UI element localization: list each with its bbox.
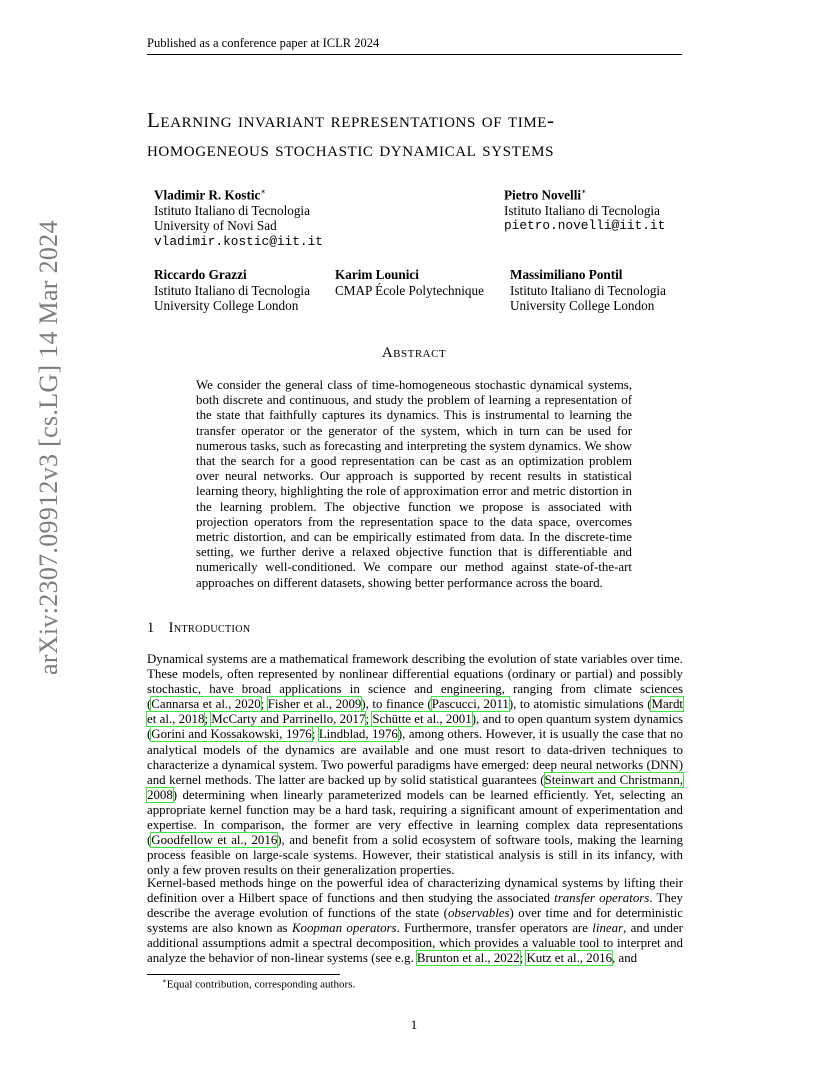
author-name: Pietro Novelli bbox=[504, 187, 582, 203]
paper-title bbox=[147, 106, 707, 164]
citation-link[interactable]: Lindblad, 1976 bbox=[318, 727, 398, 742]
author-name: Karim Lounici bbox=[335, 267, 419, 282]
footnote-divider bbox=[147, 974, 340, 975]
section-heading-introduction bbox=[147, 620, 251, 637]
citation-link[interactable]: Pascucci, 2011 bbox=[431, 697, 509, 712]
intro-paragraph-1: Dynamical systems are a mathematical framework describing the evolution of state variables over time. These models, often represented by nonlinear differential equations (ordinary or partial) and possibly stochastic, have broad applications in science and engineering, ranging from climate sciences (Cannarsa et al., 2020; Fisher et al., 2009), to finance (Pascucci, 2011), to atomistic simulations (Mardt et al., 2018; McCarty and Parrinello, 2017; Schütte et al., 2001), and to open quantum system dynamics (Gorini and Kossakowski, 1976; Lindblad, 1976), among others. However, it is usually the case that no analytical models of the dynamics are available and one must resort to data-driven techniques to characterize a dynamical system. Two powerful paradigms have emerged: deep neural networks (DNN) and kernel methods. The latter are backed up by solid statistical guarantees (Steinwart and Christmann, 2008) determining when linearly parameterized models can be learned efficiently. Yet, selecting an appropriate kernel function may be a hard task, requiring a significant amount of experimentation and expertise. In comparison, the former are very effective in learning complex data representations (Goodfellow et al., 2016), and benefit from a solid ecosystem of software tools, making the learning process feasible on large-scale systems. However, their statistical analysis is still in its infancy, with only a few proven results on their generalization properties. bbox=[147, 652, 683, 878]
citation-link[interactable]: McCarty and Parrinello, 2017 bbox=[211, 712, 366, 727]
author-name: Riccardo Grazzi bbox=[154, 267, 247, 282]
citation-link[interactable]: Brunton et al., 2022 bbox=[416, 951, 520, 966]
section-title: Introduction bbox=[168, 620, 251, 636]
author-name: Massimiliano Pontil bbox=[510, 267, 623, 282]
author-affiliation: Istituto Italiano di Tecnologia bbox=[504, 202, 660, 218]
author-affiliation: Istituto Italiano di Tecnologia bbox=[154, 202, 310, 218]
author-name: Vladimir R. Kostic bbox=[154, 187, 261, 203]
title-line-1: Learning invariant representations of time- bbox=[147, 108, 555, 132]
title-line-2: homogeneous stochastic dynamical systems bbox=[147, 137, 555, 161]
footnote-text: Equal contribution, corresponding authors. bbox=[166, 978, 356, 991]
citation-link[interactable]: Kutz et al., 2016 bbox=[526, 951, 613, 966]
citation-link[interactable]: Goodfellow et al., 2016 bbox=[151, 833, 278, 848]
equal-contribution-mark: ∗ bbox=[260, 187, 266, 196]
page-number: 1 bbox=[410, 1017, 418, 1032]
citation-link[interactable]: Steinwart and Christmann, 2008 bbox=[147, 772, 683, 802]
equal-contribution-mark: ∗ bbox=[581, 187, 587, 196]
abstract-text: We consider the general class of time-homogeneous stochastic dynamical systems, both discrete and continuous, and study the problem of learning a representation of the state that faithfully captures its dynamics. This is instrumental to learning the transfer operator or the generator of the system, which in turn can be used for numerous tasks, such as forecasting and interpreting the system dynamics. We show that the search for a good representation can be cast as an optimization problem over neural networks. Our approach is supported by recent results in statistical learning theory, highlighting the role of approximation error and metric distortion in the learning problem. The objective function we propose is associated with projection operators from the representation space to the data space, overcomes metric distortion, and can be empirically estimated from data. In the discrete-time setting, we further derive a relaxed objective function that is differentiable and numerically well-conditioned. We compare our method against state-of-the-art approaches on different datasets, showing better performance across the board. bbox=[196, 378, 632, 590]
intro-paragraph-2: Kernel-based methods hinge on the powerful idea of characterizing dynamical systems by lifting their definition over a Hilbert space of functions and then studying the associated transfer operators. They describe the average evolution of functions of the state (observables) over time and for deterministic systems are also known as Koopman operators. Furthermore, transfer operators are linear, and under additional assumptions admit a spectral decomposition, which provides a valuable tool to interpret and analyze the behavior of non-linear systems (see e.g. Brunton et al., 2022; Kutz et al., 2016, and bbox=[147, 876, 684, 966]
abstract-heading: Abstract bbox=[381, 345, 447, 361]
author-affiliation: CMAP École Polytechnique bbox=[335, 282, 484, 298]
author-email[interactable]: vladimir.kostic@iit.it bbox=[154, 233, 323, 249]
author-email[interactable]: pietro.novelli@iit.it bbox=[504, 218, 666, 234]
author-block-kostic bbox=[154, 184, 323, 249]
author-block-grazzi bbox=[154, 267, 310, 314]
author-affiliation: University College London bbox=[154, 298, 299, 313]
footnote bbox=[162, 977, 355, 991]
arxiv-identifier-stamp[interactable]: arXiv:2307.09912v3 [cs.LG] 14 Mar 2024 bbox=[34, 220, 63, 675]
footnote-mark: ∗ bbox=[162, 977, 167, 985]
section-number: 1 bbox=[147, 620, 155, 636]
author-block-pontil bbox=[510, 267, 666, 314]
citation-link[interactable]: Gorini and Kossakowski, 1976 bbox=[151, 727, 312, 742]
citation-link[interactable]: Fisher et al., 2009 bbox=[267, 697, 362, 712]
author-block-novelli bbox=[504, 184, 665, 234]
citation-link[interactable]: Schütte et al., 2001 bbox=[372, 712, 472, 727]
running-header: Published as a conference paper at ICLR 2024 bbox=[147, 36, 682, 55]
author-block-lounici bbox=[335, 267, 484, 298]
author-affiliation: University College London bbox=[510, 298, 655, 313]
author-affiliation: Istituto Italiano di Tecnologia bbox=[510, 282, 666, 298]
author-affiliation: University of Novi Sad bbox=[154, 218, 277, 234]
citation-link[interactable]: Mardt et al., 2018 bbox=[147, 697, 683, 727]
citation-link[interactable]: Cannarsa et al., 2020 bbox=[151, 697, 261, 712]
author-affiliation: Istituto Italiano di Tecnologia bbox=[154, 282, 310, 298]
